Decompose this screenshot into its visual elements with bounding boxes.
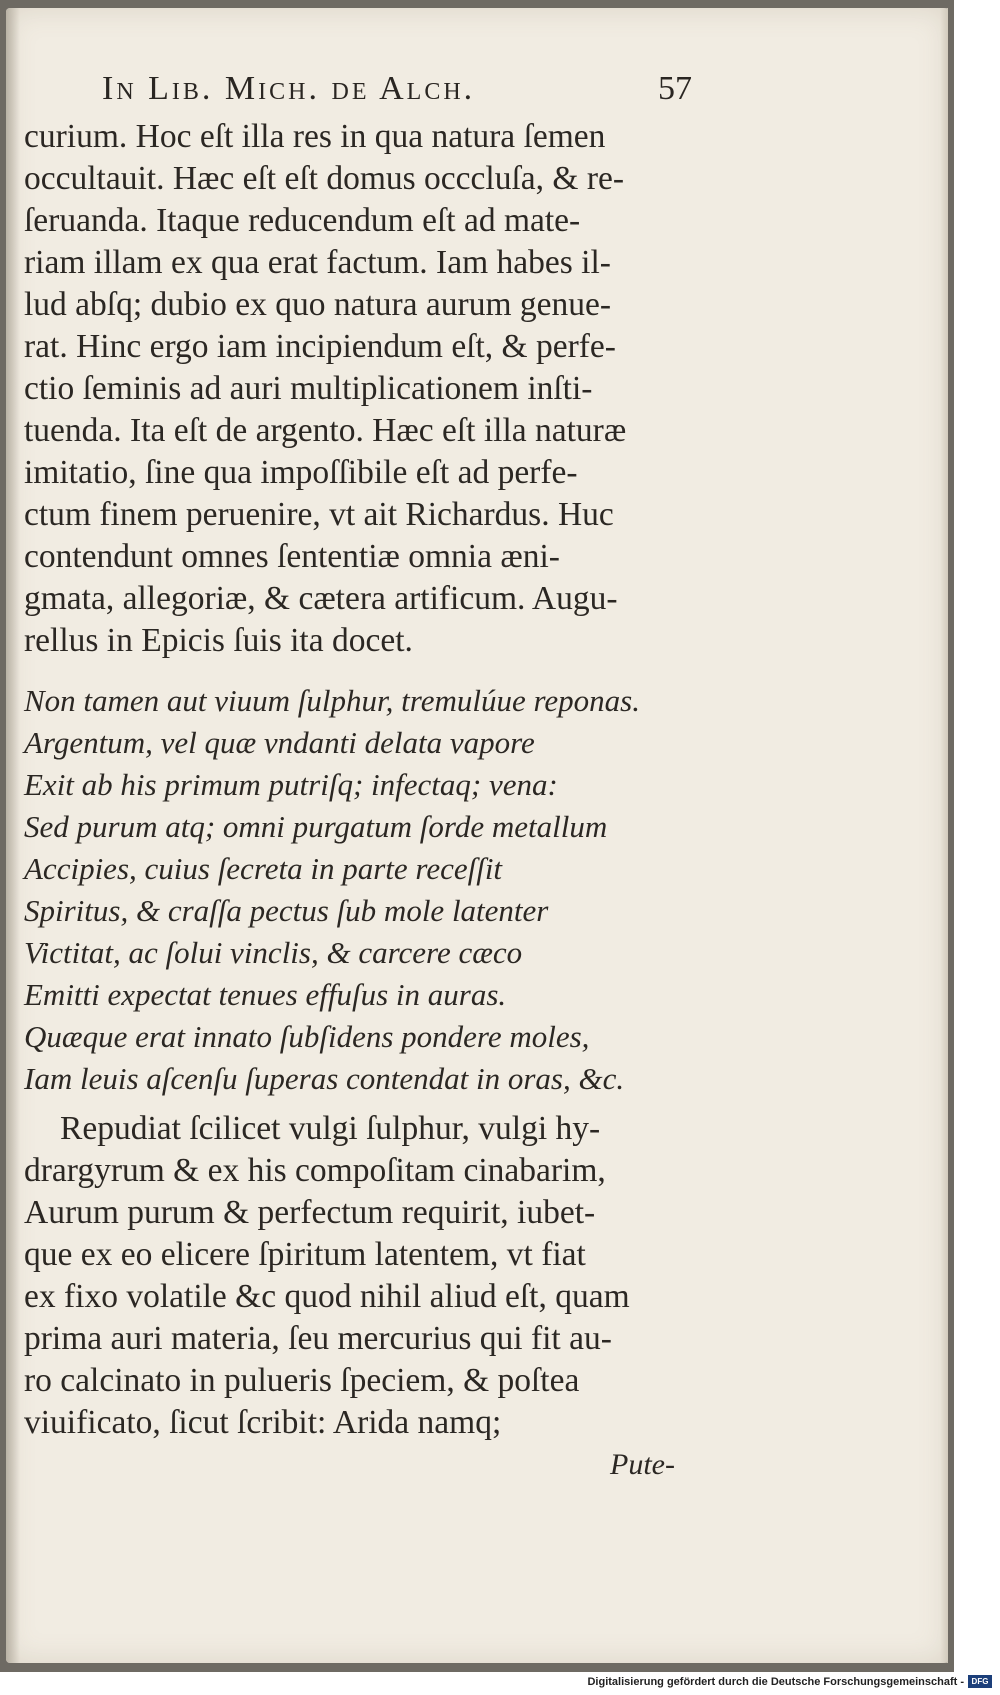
verse-line: Victitat, ac ſolui vinclis, & carcere cæco [24,935,523,970]
digitization-credit [587,1675,992,1688]
prose-line: que ex eo elicere ſpiritum latentem, vt fiat [24,1236,586,1273]
prose-line: riam illam ex qua erat factum. Iam habes il- [24,244,611,281]
running-title: In Lib. Mich. de Alch. [102,70,476,107]
prose-line: ctio ſeminis ad auri multiplicationem inſti- [24,370,593,407]
prose-line: contendunt omnes ſententiæ omnia æni- [24,538,560,575]
verse-line: Iam leuis aſcenſu ſuperas contendat in oras, &c. [24,1061,625,1096]
prose-line: tuenda. Ita eſt de argento. Hæc eſt illa naturæ [24,412,627,449]
credit-text: Digitalisierung gefördert durch die Deutsche Forschungsgemeinschaft - [587,1675,964,1688]
prose-line: ctum finem peruenire, vt ait Richardus. Huc [24,496,614,533]
prose-line: viuificato, ſicut ſcribit: Arida namq; [24,1404,502,1441]
verse-line: Quæque erat innato ſubſidens pondere moles, [24,1019,590,1054]
prose-line: gmata, allegoriæ, & cætera artificum. Augu- [24,580,618,617]
prose-line: ſeruanda. Itaque reducendum eſt ad mate- [24,202,581,239]
verse-line: Emitti expectat tenues effuſus in auras. [24,977,507,1012]
prose-line: imitatio, ſine qua impoſſibile eſt ad perfe- [24,454,578,491]
book-page [6,8,948,1663]
verse-line: Spiritus, & craſſa pectus ſub mole latenter [24,893,549,928]
catchword: Pute- [610,1448,675,1481]
verse-line: Argentum, vel quæ vndanti delata vapore [24,725,535,760]
prose-line: rellus in Epicis ſuis ita docet. [24,622,413,659]
verse-line: Exit ab his primum putriſq; infectaq; vena: [24,767,558,802]
prose-line: ro calcinato in pulueris ſpeciem, & poſtea [24,1362,580,1399]
verse-line: Accipies, cuius ſecreta in parte receſſit [24,851,503,886]
prose-line: Aurum purum & perfectum requirit, iubet- [24,1194,596,1231]
prose-line: lud abſq; dubio ex quo natura aurum genue- [24,286,612,323]
page-number: 57 [658,70,692,107]
prose-line: ex fixo volatile &c quod nihil aliud eſt, quam [24,1278,630,1315]
prose-line: prima auri materia, ſeu mercurius qui fit au- [24,1320,612,1357]
prose-line: occultauit. Hæc eſt eſt domus occcluſa, & re- [24,160,625,197]
prose-line: rat. Hinc ergo iam incipiendum eſt, & perfe- [24,328,616,365]
verse-line: Non tamen aut viuum ſulphur, tremulúue reponas. [24,683,640,718]
prose-line: curium. Hoc eſt illa res in qua natura ſemen [24,118,606,155]
verse-line: Sed purum atq; omni purgatum ſorde metallum [24,809,608,844]
dfg-logo-icon: DFG [968,1675,992,1688]
prose-line: Repudiat ſcilicet vulgi ſulphur, vulgi hy- [60,1110,601,1147]
prose-line: drargyrum & ex his compoſitam cinabarim, [24,1152,606,1189]
